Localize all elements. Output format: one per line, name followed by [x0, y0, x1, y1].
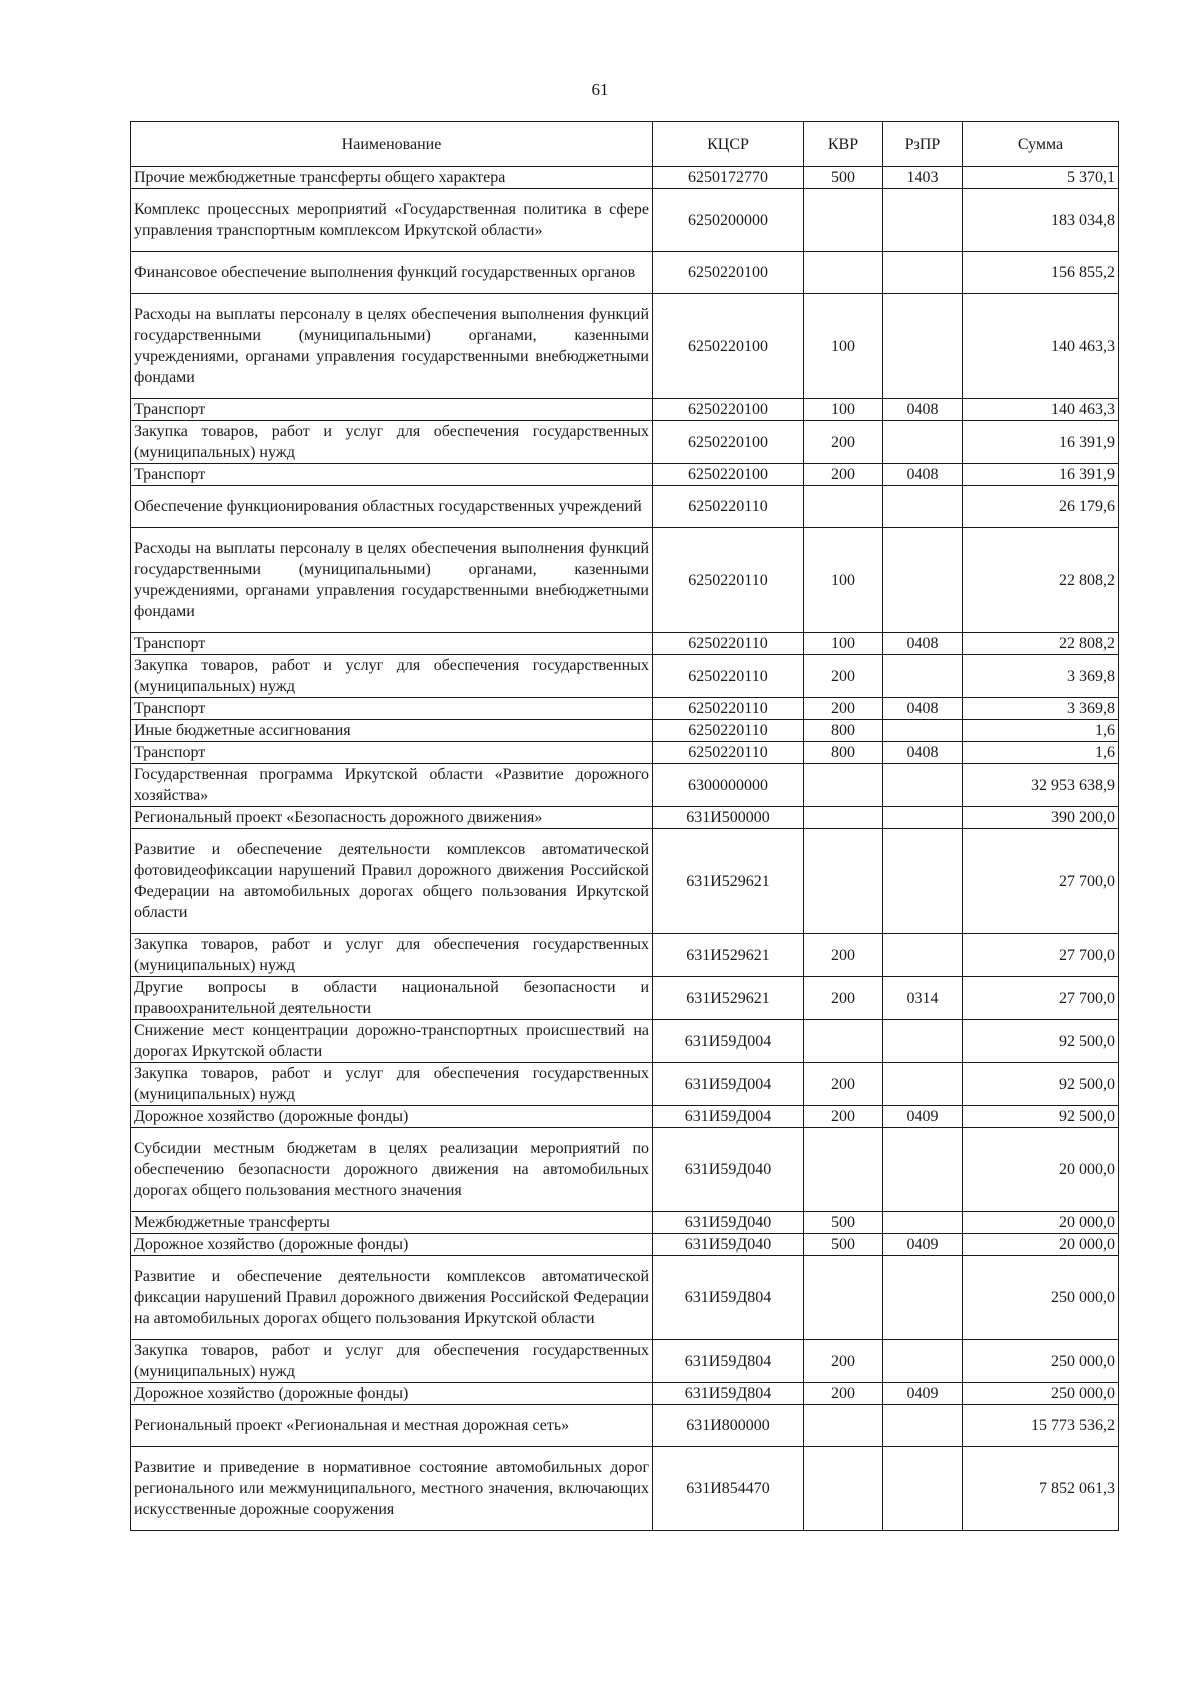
cell-sum: 92 500,0: [963, 1106, 1119, 1128]
table-row: [131, 528, 1119, 633]
cell-rzpr: [883, 294, 963, 399]
table-header-row: [131, 122, 1119, 167]
cell-kcsr: 6250220110: [653, 633, 804, 655]
cell-name: Прочие межбюджетные трансферты общего характера: [131, 167, 653, 189]
cell-kvr: 100: [804, 633, 883, 655]
cell-name: Дорожное хозяйство (дорожные фонды): [131, 1234, 653, 1256]
cell-rzpr: [883, 1447, 963, 1531]
cell-sum: 3 369,8: [963, 655, 1119, 698]
cell-kvr: 200: [804, 1063, 883, 1106]
cell-rzpr: [883, 934, 963, 977]
cell-rzpr: [883, 1020, 963, 1063]
cell-sum: 26 179,6: [963, 486, 1119, 528]
cell-rzpr: [883, 486, 963, 528]
cell-rzpr: 0408: [883, 633, 963, 655]
cell-kcsr: 6250220110: [653, 486, 804, 528]
cell-name: Обеспечение функционирования областных государственных учреждений: [131, 486, 653, 528]
cell-name: Расходы на выплаты персоналу в целях обеспечения выполнения функций государственными (муниципальными) органами, казенными учреждениями, органами управления государственными внебюджетными фондами: [131, 528, 653, 633]
cell-kvr: [804, 1256, 883, 1340]
cell-sum: 183 034,8: [963, 189, 1119, 252]
cell-name: Закупка товаров, работ и услуг для обеспечения государственных (муниципальных) нужд: [131, 655, 653, 698]
cell-name: Комплекс процессных мероприятий «Государственная политика в сфере управления транспортным комплексом Иркутской области»: [131, 189, 653, 252]
table-row: [131, 1212, 1119, 1234]
cell-kcsr: 6250220110: [653, 720, 804, 742]
table-row: [131, 977, 1119, 1020]
cell-kvr: [804, 807, 883, 829]
cell-kcsr: 631И59Д040: [653, 1128, 804, 1212]
cell-kcsr: 6250220110: [653, 698, 804, 720]
cell-kcsr: 6250220110: [653, 742, 804, 764]
table-row: [131, 294, 1119, 399]
page-number: 61: [591, 80, 609, 99]
cell-name: Закупка товаров, работ и услуг для обеспечения государственных (муниципальных) нужд: [131, 421, 653, 464]
cell-sum: 140 463,3: [963, 294, 1119, 399]
cell-kvr: 100: [804, 399, 883, 421]
cell-kvr: 500: [804, 1234, 883, 1256]
table-row: [131, 655, 1119, 698]
cell-kcsr: 6250172770: [653, 167, 804, 189]
cell-sum: 20 000,0: [963, 1234, 1119, 1256]
cell-kvr: 800: [804, 742, 883, 764]
cell-kvr: [804, 486, 883, 528]
table-row: [131, 633, 1119, 655]
cell-name: Развитие и приведение в нормативное состояние автомобильных дорог регионального или межмуниципального, местного значения, включающих искусственные дорожные сооружения: [131, 1447, 653, 1531]
cell-sum: 22 808,2: [963, 633, 1119, 655]
cell-kvr: 200: [804, 464, 883, 486]
table-row: [131, 1405, 1119, 1447]
cell-sum: 1,6: [963, 720, 1119, 742]
budget-table: [130, 121, 1119, 1531]
table-row: [131, 1256, 1119, 1340]
cell-rzpr: [883, 764, 963, 807]
cell-name: Снижение мест концентрации дорожно-транспортных происшествий на дорогах Иркутской области: [131, 1020, 653, 1063]
cell-kcsr: 6250220100: [653, 294, 804, 399]
cell-kcsr: 6250220110: [653, 655, 804, 698]
cell-rzpr: [883, 807, 963, 829]
cell-rzpr: [883, 829, 963, 934]
cell-name: Государственная программа Иркутской области «Развитие дорожного хозяйства»: [131, 764, 653, 807]
table-row: [131, 1063, 1119, 1106]
cell-sum: 7 852 061,3: [963, 1447, 1119, 1531]
cell-name: Региональный проект «Безопасность дорожного движения»: [131, 807, 653, 829]
cell-sum: 27 700,0: [963, 934, 1119, 977]
cell-rzpr: [883, 421, 963, 464]
cell-kvr: [804, 1447, 883, 1531]
cell-kcsr: 631И59Д004: [653, 1063, 804, 1106]
cell-kvr: [804, 764, 883, 807]
cell-rzpr: 0409: [883, 1234, 963, 1256]
cell-name: Расходы на выплаты персоналу в целях обеспечения выполнения функций государственными (муниципальными) органами, казенными учреждениями, органами управления государственными внебюджетными фондами: [131, 294, 653, 399]
cell-sum: 92 500,0: [963, 1020, 1119, 1063]
table-row: [131, 486, 1119, 528]
cell-kvr: 500: [804, 1212, 883, 1234]
cell-sum: 32 953 638,9: [963, 764, 1119, 807]
cell-kcsr: 631И529621: [653, 934, 804, 977]
cell-kvr: [804, 829, 883, 934]
cell-rzpr: [883, 1212, 963, 1234]
cell-name: Транспорт: [131, 399, 653, 421]
cell-rzpr: 0408: [883, 464, 963, 486]
table-row: [131, 742, 1119, 764]
cell-sum: 250 000,0: [963, 1340, 1119, 1383]
cell-rzpr: [883, 1063, 963, 1106]
cell-name: Дорожное хозяйство (дорожные фонды): [131, 1383, 653, 1405]
cell-sum: 20 000,0: [963, 1212, 1119, 1234]
table-row: [131, 189, 1119, 252]
cell-name: Дорожное хозяйство (дорожные фонды): [131, 1106, 653, 1128]
cell-rzpr: [883, 1405, 963, 1447]
table-row: [131, 464, 1119, 486]
table-row: [131, 421, 1119, 464]
cell-kcsr: 6300000000: [653, 764, 804, 807]
cell-rzpr: [883, 528, 963, 633]
cell-sum: 250 000,0: [963, 1256, 1119, 1340]
cell-name: Транспорт: [131, 633, 653, 655]
header-name: Наименование: [131, 122, 653, 167]
cell-kcsr: 6250220100: [653, 421, 804, 464]
cell-rzpr: 0408: [883, 399, 963, 421]
cell-kcsr: 631И59Д804: [653, 1383, 804, 1405]
header-kvr: КВР: [804, 122, 883, 167]
cell-kvr: 200: [804, 655, 883, 698]
cell-kvr: 200: [804, 934, 883, 977]
table-row: [131, 252, 1119, 294]
cell-kvr: 200: [804, 698, 883, 720]
cell-kcsr: 6250220100: [653, 464, 804, 486]
header-sum: Сумма: [963, 122, 1119, 167]
cell-rzpr: 1403: [883, 167, 963, 189]
cell-rzpr: [883, 1340, 963, 1383]
table-row: [131, 1447, 1119, 1531]
cell-rzpr: [883, 189, 963, 252]
cell-kcsr: 631И59Д804: [653, 1340, 804, 1383]
cell-name: Закупка товаров, работ и услуг для обеспечения государственных (муниципальных) нужд: [131, 934, 653, 977]
cell-kvr: 200: [804, 1340, 883, 1383]
cell-kcsr: 631И500000: [653, 807, 804, 829]
table-row: [131, 1128, 1119, 1212]
cell-rzpr: [883, 720, 963, 742]
cell-sum: 22 808,2: [963, 528, 1119, 633]
cell-kvr: [804, 1020, 883, 1063]
table-row: [131, 698, 1119, 720]
table-row: [131, 167, 1119, 189]
cell-sum: 5 370,1: [963, 167, 1119, 189]
cell-kcsr: 631И529621: [653, 977, 804, 1020]
cell-rzpr: 0408: [883, 742, 963, 764]
cell-name: Закупка товаров, работ и услуг для обеспечения государственных (муниципальных) нужд: [131, 1340, 653, 1383]
cell-name: Субсидии местным бюджетам в целях реализации мероприятий по обеспечению безопасности дорожного движения на автомобильных дорогах общего пользования местного значения: [131, 1128, 653, 1212]
cell-kvr: 100: [804, 294, 883, 399]
table-row: [131, 1383, 1119, 1405]
cell-kcsr: 631И59Д804: [653, 1256, 804, 1340]
cell-sum: 140 463,3: [963, 399, 1119, 421]
cell-rzpr: 0409: [883, 1106, 963, 1128]
table-row: [131, 399, 1119, 421]
cell-rzpr: 0314: [883, 977, 963, 1020]
cell-sum: 27 700,0: [963, 829, 1119, 934]
cell-sum: 92 500,0: [963, 1063, 1119, 1106]
cell-sum: 16 391,9: [963, 464, 1119, 486]
header-rzpr: РзПР: [883, 122, 963, 167]
cell-name: Финансовое обеспечение выполнения функций государственных органов: [131, 252, 653, 294]
cell-kvr: [804, 1405, 883, 1447]
cell-rzpr: [883, 1256, 963, 1340]
cell-kcsr: 631И59Д004: [653, 1106, 804, 1128]
cell-kcsr: 631И854470: [653, 1447, 804, 1531]
cell-kvr: 200: [804, 977, 883, 1020]
cell-name: Развитие и обеспечение деятельности комплексов автоматической фотовидеофиксации нарушений Правил дорожного движения Российской Федерации на автомобильных дорогах общего пользования Иркутской области: [131, 829, 653, 934]
cell-sum: 27 700,0: [963, 977, 1119, 1020]
cell-kcsr: 6250220100: [653, 399, 804, 421]
cell-kvr: 800: [804, 720, 883, 742]
cell-sum: 390 200,0: [963, 807, 1119, 829]
table-row: [131, 1234, 1119, 1256]
cell-sum: 1,6: [963, 742, 1119, 764]
cell-name: Иные бюджетные ассигнования: [131, 720, 653, 742]
cell-kcsr: 631И59Д004: [653, 1020, 804, 1063]
cell-kvr: [804, 252, 883, 294]
cell-kvr: [804, 1128, 883, 1212]
cell-kcsr: 631И59Д040: [653, 1234, 804, 1256]
cell-rzpr: 0409: [883, 1383, 963, 1405]
table-row: [131, 829, 1119, 934]
table-row: [131, 720, 1119, 742]
cell-kvr: 200: [804, 1106, 883, 1128]
cell-kcsr: 6250220100: [653, 252, 804, 294]
table-row: [131, 1020, 1119, 1063]
cell-kcsr: 631И529621: [653, 829, 804, 934]
header-kcsr: КЦСР: [653, 122, 804, 167]
cell-kcsr: 631И59Д040: [653, 1212, 804, 1234]
cell-sum: 15 773 536,2: [963, 1405, 1119, 1447]
cell-kvr: 200: [804, 1383, 883, 1405]
cell-name: Региональный проект «Региональная и местная дорожная сеть»: [131, 1405, 653, 1447]
cell-name: Межбюджетные трансферты: [131, 1212, 653, 1234]
cell-sum: 20 000,0: [963, 1128, 1119, 1212]
cell-name: Другие вопросы в области национальной безопасности и правоохранительной деятельности: [131, 977, 653, 1020]
table-row: [131, 1106, 1119, 1128]
cell-sum: 250 000,0: [963, 1383, 1119, 1405]
cell-name: Транспорт: [131, 742, 653, 764]
table-row: [131, 934, 1119, 977]
cell-rzpr: 0408: [883, 698, 963, 720]
cell-kcsr: 6250220110: [653, 528, 804, 633]
cell-kvr: 200: [804, 421, 883, 464]
cell-kvr: 500: [804, 167, 883, 189]
cell-sum: 156 855,2: [963, 252, 1119, 294]
cell-rzpr: [883, 655, 963, 698]
cell-sum: 3 369,8: [963, 698, 1119, 720]
cell-name: Транспорт: [131, 698, 653, 720]
cell-rzpr: [883, 252, 963, 294]
cell-rzpr: [883, 1128, 963, 1212]
cell-sum: 16 391,9: [963, 421, 1119, 464]
table-row: [131, 1340, 1119, 1383]
cell-name: Закупка товаров, работ и услуг для обеспечения государственных (муниципальных) нужд: [131, 1063, 653, 1106]
cell-kvr: 100: [804, 528, 883, 633]
cell-name: Развитие и обеспечение деятельности комплексов автоматической фиксации нарушений Правил дорожного движения Российской Федерации на автомобильных дорогах общего пользования Иркутской области: [131, 1256, 653, 1340]
cell-kcsr: 631И800000: [653, 1405, 804, 1447]
table-row: [131, 764, 1119, 807]
table-row: [131, 807, 1119, 829]
cell-kcsr: 6250200000: [653, 189, 804, 252]
cell-kvr: [804, 189, 883, 252]
cell-name: Транспорт: [131, 464, 653, 486]
